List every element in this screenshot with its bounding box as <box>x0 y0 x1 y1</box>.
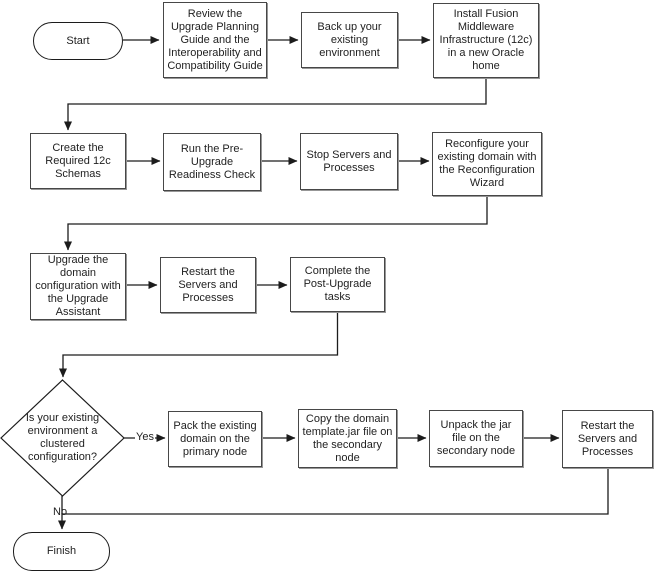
edge-label-yes: Yes <box>136 431 154 443</box>
node-backup: Back up your existing environment <box>301 12 398 68</box>
edge-install-schemas <box>68 78 486 130</box>
node-readiness-check: Run the Pre-Upgrade Readiness Check <box>163 133 261 191</box>
node-post-upgrade-tasks: Complete the Post-Upgrade tasks <box>290 257 385 312</box>
edge-label-no: No <box>53 506 68 518</box>
edge-complete-decision <box>63 312 338 377</box>
node-start: Start <box>33 22 123 60</box>
node-upgrade-config: Upgrade the domain configuration with the Upgrade Assistant <box>30 253 126 320</box>
node-reconfigure-domain: Reconfigure your existing domain with the Reconfiguration Wizard <box>432 132 542 196</box>
node-copy-template: Copy the domain template.jar file on the secondary node <box>298 409 397 468</box>
edge-reconfigure-upgrade <box>68 196 487 250</box>
node-finish: Finish <box>13 532 110 571</box>
node-stop-servers: Stop Servers and Processes <box>300 133 398 190</box>
node-restart-servers-1: Restart the Servers and Processes <box>160 257 256 313</box>
node-install-fmw: Install Fusion Middleware Infrastructure (12c) in a new Oracle home <box>433 3 539 78</box>
node-unpack-jar: Unpack the jar file on the secondary node <box>429 410 523 467</box>
edge-restart2-no-finish <box>62 468 608 529</box>
node-clustered-decision-label: Is your existing environment a clustered configuration? <box>25 412 100 463</box>
node-pack-domain: Pack the existing domain on the primary node <box>168 411 262 467</box>
node-create-schemas: Create the Required 12c Schemas <box>30 133 126 189</box>
node-restart-servers-2: Restart the Servers and Processes <box>562 410 653 468</box>
node-review-guides: Review the Upgrade Planning Guide and the Interoperability and Compatibility Guide <box>163 2 267 78</box>
